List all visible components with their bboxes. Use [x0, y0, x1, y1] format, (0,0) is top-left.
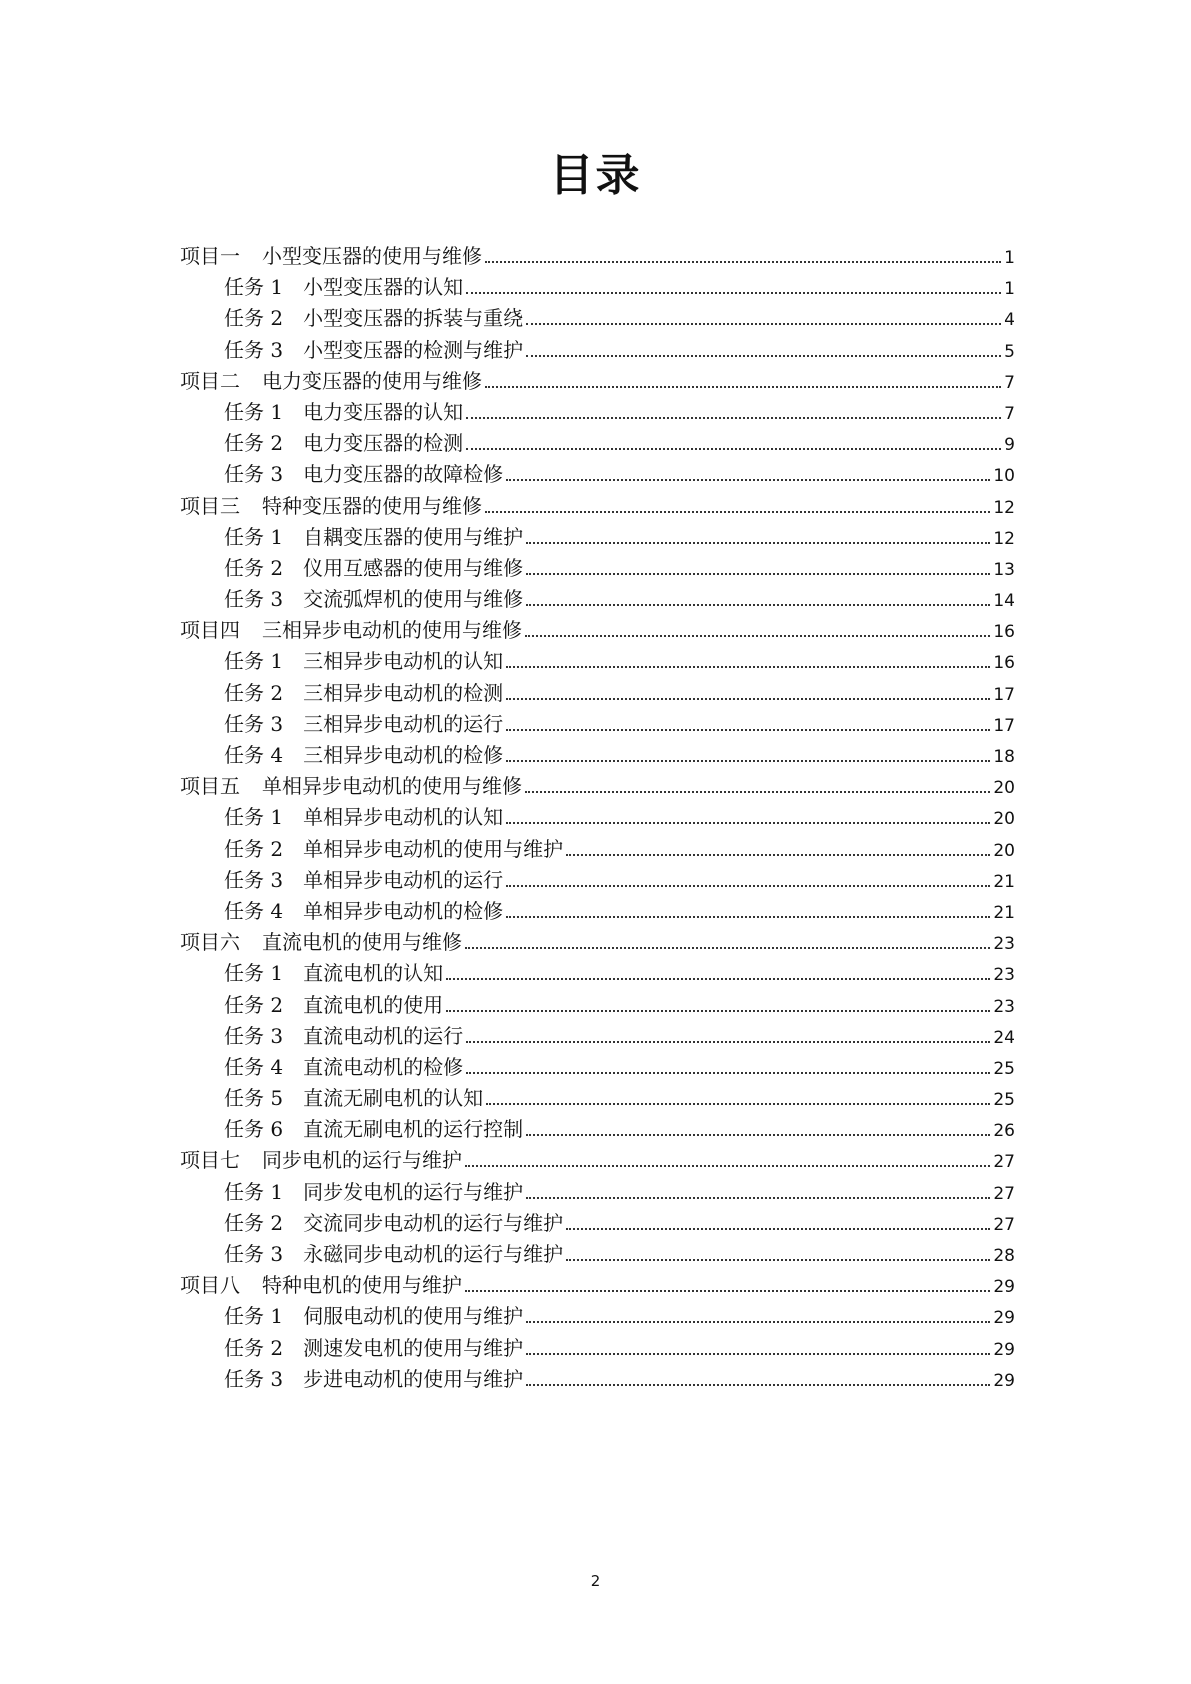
toc-entry-number: 任务 4: [224, 898, 284, 923]
toc-task-entry[interactable]: [180, 552, 1015, 583]
toc-task-entry[interactable]: [180, 1207, 1015, 1238]
toc-entry-number: 任务 2: [224, 836, 284, 861]
toc-entry-number: 任务 1: [224, 961, 284, 986]
toc-entry-title: 直流无刷电机的运行控制: [303, 1117, 524, 1142]
toc-dot-leader: [526, 603, 990, 606]
toc-dot-leader: [526, 572, 990, 575]
toc-dot-leader: [526, 1133, 990, 1136]
toc-entry-number: 任务 1: [224, 399, 284, 424]
page-title: 目录: [549, 150, 642, 201]
toc-entry-title: 直流无刷电机的认知: [303, 1086, 484, 1111]
toc-dot-leader: [506, 665, 990, 668]
toc-entry-page-number: 7: [1004, 403, 1015, 424]
toc-entry-page-number: 14: [993, 591, 1015, 612]
toc-dot-leader: [526, 1320, 990, 1323]
toc-dot-leader: [485, 510, 990, 513]
toc-entry-page-number: 5: [1004, 341, 1015, 362]
toc-entry-number: 项目五: [180, 774, 240, 799]
toc-entry-page-number: 18: [993, 747, 1015, 767]
toc-entry-title: 交流同步电动机的运行与维护: [303, 1210, 564, 1235]
toc-entry-title: 小型变压器的使用与维修: [262, 244, 482, 268]
toc-dot-leader: [465, 1289, 990, 1292]
toc-entry-page-number: 27: [993, 1214, 1015, 1235]
toc-entry-title: 伺服电动机的使用与维护: [303, 1304, 524, 1329]
toc-entry-page-number: 24: [993, 1027, 1015, 1048]
toc-task-entry[interactable]: [180, 801, 1015, 832]
toc-entry-page-number: 28: [993, 1246, 1015, 1266]
toc-task-entry[interactable]: [180, 739, 1015, 770]
toc-entry-page-number: 1: [1004, 248, 1015, 268]
toc-entry-title: 三相异步电动机的运行: [303, 711, 504, 736]
toc-task-entry[interactable]: [180, 271, 1015, 302]
toc-entry-title: 电力变压器的故障检修: [303, 462, 504, 487]
toc-entry-page-number: 23: [993, 996, 1015, 1017]
toc-entry-page-number: 27: [993, 1183, 1015, 1204]
toc-entry-title: 同步电机的运行与维护: [262, 1148, 462, 1173]
toc-entry-title: 单相异步电动机的检修: [303, 898, 504, 923]
toc-entry-title: 直流电动机的检修: [303, 1054, 464, 1079]
toc-entry-title: 电力变压器的使用与维修: [262, 368, 482, 393]
toc-entry-title: 单相异步电动机的运行: [303, 867, 504, 892]
toc-project-entry[interactable]: [180, 926, 1015, 957]
toc-entry-page-number: 20: [993, 778, 1015, 799]
toc-entry-page-number: 4: [1004, 310, 1015, 331]
toc-entry-number: 任务 1: [224, 805, 284, 830]
toc-project-entry[interactable]: [180, 490, 1015, 521]
toc-entry-title: 同步发电机的运行与维护: [303, 1179, 524, 1204]
toc-entry-number: 任务 3: [224, 462, 284, 487]
toc-project-entry[interactable]: [180, 240, 1015, 271]
toc-entry-number: 任务 2: [224, 1335, 284, 1360]
toc-entry-page-number: 12: [993, 528, 1015, 549]
toc-entry-title: 小型变压器的认知: [303, 275, 464, 300]
toc-entry-number: 项目一: [180, 244, 240, 268]
toc-entry-title: 仪用互感器的使用与维修: [303, 555, 524, 580]
toc-dot-leader: [525, 790, 990, 793]
toc-task-entry[interactable]: [180, 1363, 1015, 1394]
toc-entry-title: 小型变压器的检测与维护: [303, 337, 524, 362]
toc-entry-number: 任务 3: [224, 1366, 284, 1391]
toc-entry-number: 任务 1: [224, 1179, 284, 1204]
toc-entry-title: 三相异步电动机的使用与维修: [262, 618, 522, 643]
toc-entry-title: 直流电机的使用: [303, 992, 444, 1017]
toc-dot-leader: [526, 1383, 990, 1386]
toc-dot-leader: [566, 1227, 990, 1230]
toc-entry-number: 任务 2: [224, 680, 284, 705]
toc-task-entry[interactable]: [180, 427, 1015, 458]
toc-dot-leader: [566, 1258, 990, 1261]
toc-dot-leader: [485, 385, 1001, 388]
toc-dot-leader: [526, 541, 990, 544]
toc-entry-title: 小型变压器的拆装与重绕: [303, 306, 524, 331]
toc-entry-title: 电力变压器的认知: [303, 399, 464, 424]
toc-entry-page-number: 25: [993, 1058, 1015, 1079]
toc-entry-page-number: 16: [993, 653, 1015, 674]
toc-task-entry[interactable]: [180, 1238, 1015, 1269]
toc-entry-title: 三相异步电动机的检修: [303, 743, 504, 767]
toc-task-entry[interactable]: [180, 396, 1015, 427]
toc-task-entry[interactable]: [180, 957, 1015, 988]
toc-task-entry[interactable]: [180, 1082, 1015, 1113]
toc-entry-number: 任务 2: [224, 306, 284, 331]
toc-entry-number: 任务 4: [224, 1054, 284, 1079]
toc-entry-page-number: 9: [1004, 435, 1015, 456]
toc-dot-leader: [446, 1009, 990, 1012]
toc-dot-leader: [506, 884, 990, 887]
toc-entry-number: 任务 2: [224, 1210, 284, 1235]
toc-dot-leader: [526, 322, 1001, 325]
toc-entry-title: 直流电机的认知: [303, 961, 444, 986]
toc-dot-leader: [506, 697, 990, 700]
toc-entry-title: 步进电动机的使用与维护: [303, 1366, 524, 1391]
toc-entry-title: 特种电机的使用与维护: [262, 1273, 462, 1298]
toc-entry-page-number: 16: [993, 622, 1015, 643]
toc-entry-title: 直流电机的使用与维修: [262, 930, 462, 955]
toc-dot-leader: [526, 354, 1001, 357]
toc-entry-number: 项目七: [180, 1148, 240, 1173]
toc-dot-leader: [466, 1040, 990, 1043]
toc-task-entry[interactable]: [180, 895, 1015, 926]
toc-entry-page-number: 20: [993, 840, 1015, 861]
toc-entry-page-number: 13: [993, 559, 1015, 580]
toc-entry-title: 三相异步电动机的检测: [303, 680, 504, 705]
page-number: 2: [590, 1572, 601, 1590]
toc-task-entry[interactable]: [180, 677, 1015, 708]
toc-entry-number: 任务 1: [224, 275, 284, 300]
toc-dot-leader: [485, 260, 1001, 263]
toc-entry-number: 任务 1: [224, 524, 284, 549]
toc-task-entry[interactable]: [180, 1300, 1015, 1331]
toc-entry-number: 任务 2: [224, 431, 284, 456]
toc-entry-number: 任务 1: [224, 1304, 284, 1329]
toc-entry-page-number: 27: [993, 1152, 1015, 1173]
toc-entry-title: 单相异步电动机的认知: [303, 805, 504, 830]
toc-entry-number: 项目四: [180, 618, 240, 643]
toc-dot-leader: [525, 634, 990, 637]
toc-task-entry[interactable]: [180, 1332, 1015, 1363]
toc-task-entry[interactable]: [180, 1051, 1015, 1082]
toc-entry-page-number: 29: [993, 1308, 1015, 1329]
toc-entry-number: 任务 5: [224, 1086, 284, 1111]
toc-dot-leader: [506, 915, 990, 918]
toc-dot-leader: [446, 977, 990, 980]
toc-dot-leader: [526, 1196, 990, 1199]
toc-entry-number: 任务 6: [224, 1117, 284, 1142]
toc-entry-number: 项目二: [180, 368, 240, 393]
toc-entry-title: 三相异步电动机的认知: [303, 649, 504, 674]
toc-dot-leader: [506, 478, 990, 481]
toc-entry-page-number: 21: [993, 902, 1015, 923]
toc-entry-page-number: 23: [993, 934, 1015, 955]
toc-entry-title: 永磁同步电动机的运行与维护: [303, 1242, 564, 1266]
toc-entry-page-number: 23: [993, 965, 1015, 986]
toc-entry-number: 任务 2: [224, 992, 284, 1017]
toc-entry-number: 任务 3: [224, 337, 284, 362]
toc-task-entry[interactable]: [180, 583, 1015, 614]
toc-task-entry[interactable]: [180, 864, 1015, 895]
toc-entry-page-number: 7: [1004, 372, 1015, 393]
toc-project-entry[interactable]: [180, 365, 1015, 396]
toc-entry-page-number: 25: [993, 1090, 1015, 1111]
toc-task-entry[interactable]: [180, 302, 1015, 333]
toc-task-entry[interactable]: [180, 989, 1015, 1020]
toc-entry-title: 单相异步电动机的使用与维修: [262, 774, 522, 799]
toc-entry-number: 项目三: [180, 493, 240, 518]
toc-dot-leader: [506, 728, 990, 731]
toc-task-entry[interactable]: [180, 1020, 1015, 1051]
toc-entry-page-number: 17: [993, 715, 1015, 736]
toc-entry-number: 项目八: [180, 1273, 240, 1298]
toc-dot-leader: [486, 1102, 990, 1105]
toc-entry-title: 测速发电机的使用与维护: [303, 1335, 524, 1360]
toc-entry-page-number: 26: [993, 1121, 1015, 1142]
toc-task-entry[interactable]: [180, 458, 1015, 489]
toc-entry-title: 特种变压器的使用与维修: [262, 493, 482, 518]
toc-entry-title: 自耦变压器的使用与维护: [303, 524, 524, 549]
toc-project-entry[interactable]: [180, 1269, 1015, 1300]
toc-dot-leader: [526, 1352, 990, 1355]
toc-entry-title: 交流弧焊机的使用与维修: [303, 587, 524, 612]
toc-dot-leader: [465, 946, 990, 949]
toc-task-entry[interactable]: [180, 1113, 1015, 1144]
toc-project-entry[interactable]: [180, 1144, 1015, 1175]
toc-dot-leader: [506, 821, 990, 824]
toc-task-entry[interactable]: [180, 521, 1015, 552]
toc-entry-page-number: 29: [993, 1370, 1015, 1391]
toc-project-entry[interactable]: [180, 770, 1015, 801]
toc-dot-leader: [566, 853, 990, 856]
toc-entry-number: 任务 3: [224, 711, 284, 736]
toc-dot-leader: [465, 1164, 990, 1167]
toc-entry-page-number: 10: [993, 466, 1015, 487]
toc-entry-number: 任务 1: [224, 649, 284, 674]
toc-entry-page-number: 29: [993, 1277, 1015, 1298]
toc-dot-leader: [466, 447, 1001, 450]
toc-entry-page-number: 17: [993, 684, 1015, 705]
toc-entry-number: 任务 3: [224, 1023, 284, 1048]
toc-entry-page-number: 20: [993, 809, 1015, 830]
toc-dot-leader: [466, 1071, 990, 1074]
table-of-contents: [180, 240, 1015, 1394]
toc-entry-title: 电力变压器的检测: [303, 431, 464, 456]
toc-entry-title: 直流电动机的运行: [303, 1023, 464, 1048]
toc-entry-page-number: 12: [993, 497, 1015, 518]
toc-entry-number: 任务 4: [224, 743, 284, 767]
toc-entry-number: 任务 2: [224, 555, 284, 580]
toc-entry-number: 任务 3: [224, 1242, 284, 1266]
toc-dot-leader: [506, 759, 990, 762]
toc-task-entry[interactable]: [180, 334, 1015, 365]
toc-dot-leader: [466, 416, 1001, 419]
toc-entry-number: 任务 3: [224, 587, 284, 612]
toc-entry-number: 任务 3: [224, 867, 284, 892]
toc-entry-number: 项目六: [180, 930, 240, 955]
toc-dot-leader: [466, 291, 1001, 294]
toc-task-entry[interactable]: [180, 833, 1015, 864]
toc-task-entry[interactable]: [180, 1176, 1015, 1207]
toc-project-entry[interactable]: [180, 614, 1015, 645]
toc-entry-page-number: 1: [1004, 279, 1015, 300]
toc-task-entry[interactable]: [180, 708, 1015, 739]
toc-entry-title: 单相异步电动机的使用与维护: [303, 836, 564, 861]
toc-task-entry[interactable]: [180, 645, 1015, 676]
toc-entry-page-number: 29: [993, 1339, 1015, 1360]
toc-entry-page-number: 21: [993, 871, 1015, 892]
